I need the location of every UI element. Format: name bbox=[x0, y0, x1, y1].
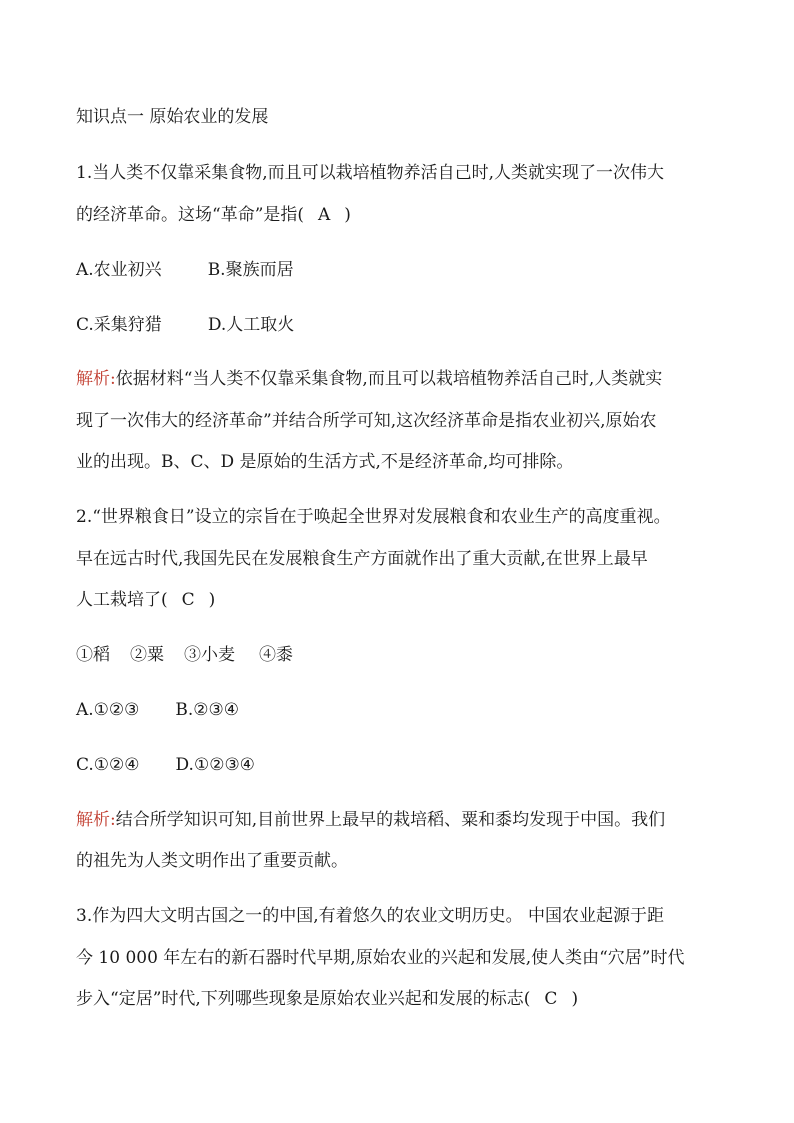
q1-analysis-text: 依据材料“当人类不仅靠采集食物,而且可以栽培植物养活自己时,人类就实 bbox=[115, 369, 663, 389]
q1-analysis-label: 解析: bbox=[76, 369, 116, 389]
q1-analysis-line-2: 现了一次伟大的经济革命”并结合所学可知,这次经济革命是指农业初兴,原始农 bbox=[76, 411, 657, 431]
q2-stem-text: 人工栽培了( bbox=[76, 590, 168, 610]
q3-answer: C bbox=[544, 989, 558, 1009]
q2-stem-line-1: 2.“世界粮食日”设立的宗旨在于唤起全世界对发展粮食和农业生产的高度重视。 bbox=[76, 507, 671, 527]
q2-stem-line-2: 早在远古时代,我国先民在发展粮食生产方面就作出了重大贡献,在世界上最早 bbox=[76, 549, 648, 569]
q2-option-b: B.②③④ bbox=[175, 700, 240, 720]
q2-analysis-line-1 bbox=[76, 810, 665, 830]
q2-option-d: D.①②③④ bbox=[175, 755, 255, 775]
q1-option-a: A.农业初兴 bbox=[76, 260, 162, 280]
q2-item-3: ③小麦 bbox=[184, 645, 235, 665]
q2-options-row-2 bbox=[76, 755, 255, 775]
q3-stem-text: 步入“定居”时代,下列哪些现象是原始农业兴起和发展的标志( bbox=[76, 989, 531, 1009]
q2-item-1: ①稻 bbox=[76, 645, 110, 665]
q2-stem-line-3 bbox=[76, 590, 215, 610]
q2-stem-close: ) bbox=[208, 590, 216, 610]
q2-options-row-1 bbox=[76, 700, 239, 720]
q1-stem-line-1: 1.当人类不仅靠采集食物,而且可以栽培植物养活自己时,人类就实现了一次伟大 bbox=[76, 163, 665, 183]
q2-analysis-line-2: 的祖先为人类文明作出了重要贡献。 bbox=[76, 851, 348, 871]
q1-stem-text: 的经济革命。这场“革命”是指( bbox=[76, 205, 305, 225]
q1-option-b: B.聚族而居 bbox=[207, 260, 294, 280]
q2-item-2: ②粟 bbox=[130, 645, 164, 665]
q2-item-4: ④黍 bbox=[259, 645, 293, 665]
q1-option-d: D.人工取火 bbox=[207, 315, 295, 335]
q3-stem-line-1: 3.作为四大文明古国之一的中国,有着悠久的农业文明历史。 中国农业起源于距 bbox=[76, 906, 665, 926]
q1-analysis-line-3: 业的出现。B、C、D 是原始的生活方式,不是经济革命,均可排除。 bbox=[76, 452, 574, 472]
q2-option-a: A.①②③ bbox=[76, 700, 140, 720]
q2-items-row bbox=[76, 645, 293, 665]
q1-stem-line-2 bbox=[76, 205, 351, 225]
q1-options-row-2 bbox=[76, 315, 294, 335]
q1-analysis-line-1 bbox=[76, 369, 662, 389]
q1-options-row-1 bbox=[76, 260, 294, 280]
q3-stem-line-2: 今 10 000 年左右的新石器时代早期,原始农业的兴起和发展,使人类由“穴居”时代 bbox=[76, 948, 685, 968]
q3-stem-line-3 bbox=[76, 989, 578, 1009]
q2-analysis-text: 结合所学知识可知,目前世界上最早的栽培稻、粟和黍均发现于中国。我们 bbox=[115, 810, 666, 830]
q2-analysis-label: 解析: bbox=[76, 810, 116, 830]
q3-stem-close: ) bbox=[571, 989, 579, 1009]
q2-option-c: C.①②④ bbox=[76, 755, 140, 775]
q1-option-c: C.采集狩猎 bbox=[76, 315, 162, 335]
q1-answer: A bbox=[318, 205, 331, 225]
section-title: 知识点一 原始农业的发展 bbox=[76, 107, 269, 127]
q2-answer: C bbox=[181, 590, 195, 610]
q1-stem-close: ) bbox=[344, 205, 351, 225]
